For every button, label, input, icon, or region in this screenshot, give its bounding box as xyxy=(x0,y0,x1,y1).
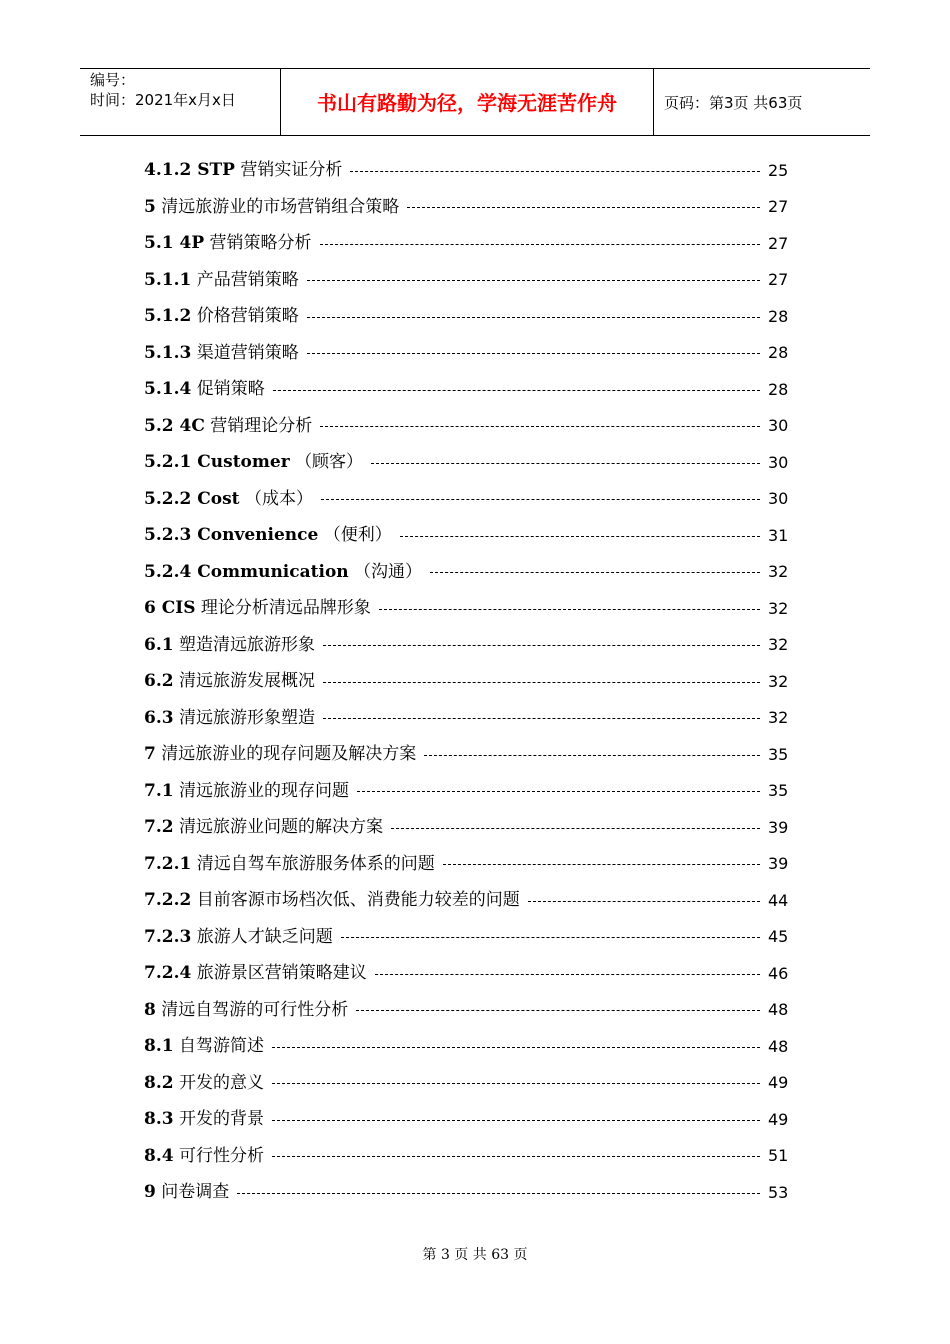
toc-entry-text: （成本） xyxy=(244,488,313,509)
toc-entry[interactable] xyxy=(144,371,804,408)
toc-entry-text: 自驾游简述 xyxy=(178,1036,264,1057)
toc-entry-text: 价格营销策略 xyxy=(196,306,299,327)
toc-entry-number: 5.1 4P xyxy=(144,233,205,254)
toc-entry-number: 5.2.2 Cost xyxy=(144,488,240,509)
header-motto-cell xyxy=(281,69,654,135)
toc-entry[interactable] xyxy=(144,517,804,554)
toc-page-number: 49 xyxy=(768,1109,789,1129)
toc-entry-text: 清远旅游业的现存问题 xyxy=(178,780,349,801)
toc-entry-number: 5 xyxy=(144,196,156,217)
toc-leader xyxy=(528,901,760,902)
toc-entry[interactable] xyxy=(144,992,804,1029)
toc-leader xyxy=(320,426,760,427)
toc-leader xyxy=(323,645,760,646)
toc-entry-text: 清远旅游形象塑造 xyxy=(178,707,315,728)
toc-page-number: 39 xyxy=(768,817,789,837)
document-date: 时间：2021年x月x日 xyxy=(90,91,236,109)
toc-entry-number: 5.2.1 Customer xyxy=(144,452,290,473)
toc-page-number: 27 xyxy=(768,197,789,217)
toc-entry-number: 7.2.4 xyxy=(144,963,192,984)
toc-leader xyxy=(307,280,760,281)
toc-entry[interactable] xyxy=(144,627,804,664)
toc-entry[interactable] xyxy=(144,846,804,883)
toc-leader xyxy=(379,609,760,610)
toc-entry-number: 6 CIS xyxy=(144,598,196,619)
toc-entry-title xyxy=(144,1035,264,1057)
toc-entry-number: 5.1.2 xyxy=(144,306,192,327)
toc-entry-title xyxy=(144,378,265,400)
toc-leader xyxy=(356,1010,760,1011)
table-of-contents xyxy=(144,152,804,1211)
toc-entry-title xyxy=(144,305,299,327)
toc-entry-number: 7.1 xyxy=(144,780,174,801)
toc-entry-title xyxy=(144,232,312,254)
toc-entry[interactable] xyxy=(144,736,804,773)
toc-entry-text: 问卷调查 xyxy=(161,1182,230,1203)
header-meta-cell xyxy=(80,69,281,135)
toc-page-number: 25 xyxy=(768,160,789,180)
toc-page-number: 46 xyxy=(768,963,789,983)
toc-entry-text: （便利） xyxy=(323,525,392,546)
toc-entry[interactable] xyxy=(144,554,804,591)
toc-entry[interactable] xyxy=(144,152,804,189)
toc-entry-title xyxy=(144,707,315,729)
toc-entry-title xyxy=(144,853,435,875)
toc-entry-text: 理论分析清远品牌形象 xyxy=(200,598,371,619)
toc-entry-number: 5.1.4 xyxy=(144,379,192,400)
toc-leader xyxy=(391,828,760,829)
toc-leader xyxy=(272,1120,760,1121)
toc-entry-text: 产品营销策略 xyxy=(196,269,299,290)
toc-entry-number: 8.2 xyxy=(144,1072,174,1093)
toc-entry-text: （顾客） xyxy=(295,452,364,473)
toc-entry-number: 7.2.1 xyxy=(144,853,192,874)
toc-entry[interactable] xyxy=(144,663,804,700)
toc-entry-title xyxy=(144,926,333,948)
toc-entry[interactable] xyxy=(144,1138,804,1175)
toc-page-number: 30 xyxy=(768,416,789,436)
toc-entry-text: 清远自驾车旅游服务体系的问题 xyxy=(196,853,435,874)
toc-leader xyxy=(273,390,760,391)
header-motto: 书山有路勤为径，学海无涯苦作舟 xyxy=(317,91,617,115)
toc-leader xyxy=(320,244,760,245)
toc-entry-text: 清远旅游发展概况 xyxy=(178,671,315,692)
toc-leader xyxy=(424,755,760,756)
toc-page-number: 35 xyxy=(768,744,789,764)
toc-page-number: 45 xyxy=(768,927,789,947)
toc-entry-title xyxy=(144,1181,229,1203)
toc-entry-text: 清远旅游业的现存问题及解决方案 xyxy=(161,744,417,765)
header-page-cell xyxy=(654,69,870,135)
toc-entry-number: 8.3 xyxy=(144,1109,174,1130)
toc-entry[interactable] xyxy=(144,189,804,226)
toc-leader xyxy=(321,499,760,500)
toc-entry-title xyxy=(144,488,313,510)
toc-entry[interactable] xyxy=(144,481,804,518)
toc-entry[interactable] xyxy=(144,1174,804,1211)
toc-entry-title xyxy=(144,415,312,437)
toc-page-number: 32 xyxy=(768,635,789,655)
page-footer: 第 3 页 共 63 页 xyxy=(422,1247,528,1263)
toc-entry[interactable] xyxy=(144,262,804,299)
toc-entry-number: 5.1.3 xyxy=(144,342,192,363)
toc-entry-number: 7 xyxy=(144,744,156,765)
toc-entry-text: 塑造清远旅游形象 xyxy=(178,634,315,655)
toc-entry[interactable] xyxy=(144,225,804,262)
toc-entry-number: 8.4 xyxy=(144,1145,174,1166)
toc-entry-number: 8 xyxy=(144,999,156,1020)
toc-leader xyxy=(307,317,760,318)
toc-entry-text: 促销策略 xyxy=(196,379,265,400)
toc-entry-text: 开发的背景 xyxy=(178,1109,264,1130)
toc-entry[interactable] xyxy=(144,882,804,919)
toc-page-number: 30 xyxy=(768,452,789,472)
toc-entry-title xyxy=(144,780,349,802)
toc-leader xyxy=(323,682,760,683)
toc-entry-number: 6.1 xyxy=(144,634,174,655)
toc-entry[interactable] xyxy=(144,1101,804,1138)
toc-entry-title xyxy=(144,816,383,838)
toc-leader xyxy=(350,171,760,172)
toc-entry-text: 营销实证分析 xyxy=(240,160,343,181)
toc-entry[interactable] xyxy=(144,1028,804,1065)
toc-page-number: 39 xyxy=(768,854,789,874)
toc-entry-number: 7.2 xyxy=(144,817,174,838)
toc-entry-title xyxy=(144,889,520,911)
toc-entry-title xyxy=(144,1108,264,1130)
toc-entry-title xyxy=(144,524,392,546)
toc-entry[interactable] xyxy=(144,809,804,846)
header-page-info: 页码：第3页 共63页 xyxy=(664,94,803,112)
toc-entry[interactable] xyxy=(144,1065,804,1102)
toc-entry-text: 旅游景区营销策略建议 xyxy=(196,963,367,984)
toc-entry-title xyxy=(144,159,342,181)
toc-entry[interactable] xyxy=(144,335,804,372)
toc-entry-title xyxy=(144,1145,264,1167)
toc-page-number: 44 xyxy=(768,890,789,910)
toc-page-number: 35 xyxy=(768,781,789,801)
toc-entry-number: 8.1 xyxy=(144,1036,174,1057)
toc-entry-number: 7.2.3 xyxy=(144,926,192,947)
toc-entry[interactable] xyxy=(144,700,804,737)
toc-entry-title xyxy=(144,1072,264,1094)
toc-leader xyxy=(237,1193,760,1194)
toc-entry[interactable] xyxy=(144,773,804,810)
toc-leader xyxy=(375,974,760,975)
toc-entry-title xyxy=(144,999,348,1021)
toc-leader xyxy=(323,718,760,719)
toc-leader xyxy=(400,536,760,537)
toc-page-number: 27 xyxy=(768,270,789,290)
toc-leader xyxy=(407,207,760,208)
toc-page-number: 53 xyxy=(768,1182,789,1202)
toc-entry[interactable] xyxy=(144,919,804,956)
toc-entry-title xyxy=(144,597,371,619)
toc-entry-title xyxy=(144,670,315,692)
toc-leader xyxy=(272,1047,760,1048)
toc-page-number: 48 xyxy=(768,1036,789,1056)
toc-entry-title xyxy=(144,269,299,291)
toc-entry-text: 清远自驾游的可行性分析 xyxy=(161,999,349,1020)
toc-entry-text: 可行性分析 xyxy=(178,1145,264,1166)
toc-leader xyxy=(443,864,760,865)
toc-entry-text: （沟通） xyxy=(354,561,423,582)
toc-page-number: 32 xyxy=(768,598,789,618)
toc-page-number: 32 xyxy=(768,562,789,582)
toc-page-number: 51 xyxy=(768,1146,789,1166)
toc-entry-number: 4.1.2 STP xyxy=(144,160,235,181)
toc-leader xyxy=(357,791,760,792)
document-code-label: 编号： xyxy=(90,71,136,89)
page-header xyxy=(80,68,870,136)
toc-entry-number: 5.2 4C xyxy=(144,415,205,436)
toc-leader xyxy=(341,937,760,938)
toc-entry-number: 7.2.2 xyxy=(144,890,192,911)
toc-entry-title xyxy=(144,962,367,984)
toc-page-number: 32 xyxy=(768,708,789,728)
toc-entry-number: 5.2.4 Communication xyxy=(144,561,349,582)
toc-page-number: 30 xyxy=(768,489,789,509)
toc-entry-title xyxy=(144,561,422,583)
toc-entry-title xyxy=(144,451,363,473)
toc-page-number: 49 xyxy=(768,1073,789,1093)
toc-entry[interactable] xyxy=(144,298,804,335)
toc-entry-title xyxy=(144,196,399,218)
toc-entry[interactable] xyxy=(144,408,804,445)
toc-entry-text: 渠道营销策略 xyxy=(196,342,299,363)
toc-leader xyxy=(272,1156,760,1157)
toc-page-number: 28 xyxy=(768,343,789,363)
toc-page-number: 31 xyxy=(768,525,789,545)
toc-entry[interactable] xyxy=(144,590,804,627)
toc-entry-text: 清远旅游业的市场营销组合策略 xyxy=(161,196,400,217)
toc-entry-number: 6.2 xyxy=(144,671,174,692)
toc-entry-number: 5.2.3 Convenience xyxy=(144,525,319,546)
toc-entry[interactable] xyxy=(144,955,804,992)
toc-entry-text: 开发的意义 xyxy=(178,1072,264,1093)
toc-entry-text: 营销策略分析 xyxy=(209,233,312,254)
toc-page-number: 48 xyxy=(768,1000,789,1020)
toc-entry-text: 旅游人才缺乏问题 xyxy=(196,926,333,947)
toc-entry-number: 5.1.1 xyxy=(144,269,192,290)
toc-leader xyxy=(307,353,760,354)
toc-page-number: 27 xyxy=(768,233,789,253)
toc-entry-number: 9 xyxy=(144,1182,156,1203)
toc-entry-text: 清远旅游业问题的解决方案 xyxy=(178,817,383,838)
toc-entry-title xyxy=(144,743,416,765)
toc-entry-number: 6.3 xyxy=(144,707,174,728)
toc-leader xyxy=(272,1083,760,1084)
toc-page-number: 28 xyxy=(768,379,789,399)
toc-entry[interactable] xyxy=(144,444,804,481)
toc-page-number: 28 xyxy=(768,306,789,326)
toc-entry-title xyxy=(144,342,299,364)
toc-entry-text: 目前客源市场档次低、消费能力较差的问题 xyxy=(196,890,520,911)
toc-page-number: 32 xyxy=(768,671,789,691)
toc-entry-text: 营销理论分析 xyxy=(210,415,313,436)
toc-leader xyxy=(371,463,760,464)
toc-entry-title xyxy=(144,634,315,656)
toc-leader xyxy=(430,572,760,573)
